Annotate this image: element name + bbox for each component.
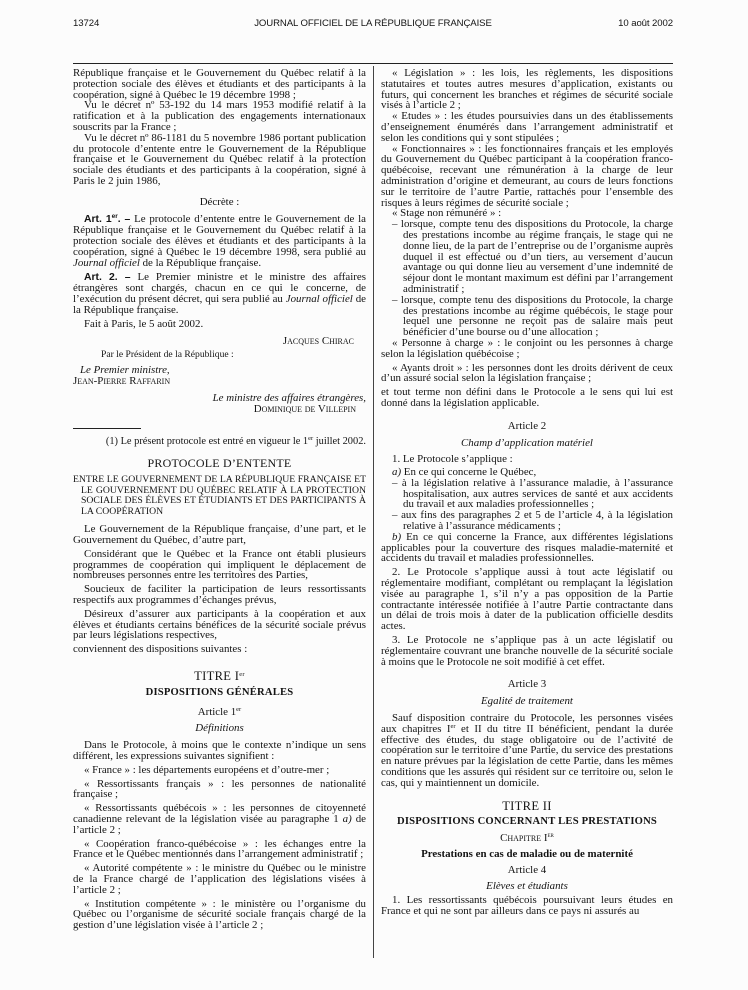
definition-etudes: « Etudes » : les études poursuivies dans un des établissements d’enseignement énumérés dans l’arrangement administratif et selon les conditions qui y sont stipulées ;: [381, 110, 673, 144]
titre-1-name: DISPOSITIONS GÉNÉRALES: [145, 686, 294, 698]
footnote-rule: [73, 428, 141, 429]
definition-personne-a-charge: « Personne à charge » : le conjoint ou les personnes à charge selon la législation québécoise ;: [381, 336, 673, 360]
definition-legislation: « Législation » : les lois, les règlements, les dispositions statutaires et toutes autres mesures d’application, existants ou futurs, qui concernent les branches et régimes de sécurité sociale visés à l’article 2 ;: [381, 67, 673, 112]
footnote: (1) Le présent protocole est entré en vigueur le 1er juillet 2002.: [105, 435, 366, 448]
article-2-a-item-1: – à la législation relative à l’assurance maladie, à l’assurance hospitalisation, aux autres services de santé et aux accidents du travail et aux maladies professionnelles ;: [392, 476, 673, 511]
article-1-decree: Art. 1er. – Le protocole d’entente entre le Gouvernement de la République française et le Gouvernement du Québec relatif à la protection sociale des élèves et étudiants et des participants à la coopération, signé à Québec le 19 décembre 1998, sera publié au Journal officiel de la République française.: [73, 212, 366, 269]
ministre-ae-title: Le ministre des affaires étrangères,: [212, 391, 366, 404]
paragraph-vu-2: Vu le décret nº 86-1181 du 5 novembre 1986 portant publication du protocole d’entente entre le Gouvernement de la République française et le Gouvernement du Québec relatif à la protection sociale des étudiants et des participants à la coopération, signé à Paris le 2 juin 1986,: [73, 131, 366, 187]
preamble-2: Considérant que le Québec et la France ont établi plusieurs programmes de coopération qui impliquent le déplacement de nombreuses personnes entre les territoires des Parties,: [73, 547, 366, 582]
definitions-intro: Dans le Protocole, à moins que le contexte n’indique un sens différent, les expressions suivantes signifient :: [73, 739, 366, 763]
article-2-item-b: b) En ce qui concerne la France, aux différentes législations applicables pour la couverture des risques maladie-maternité et accidents du travail et maladies professionnelles.: [381, 530, 673, 565]
titre-2-heading: TITRE II: [502, 798, 552, 813]
article-2-subtitle: Champ d’application matériel: [461, 436, 593, 449]
signature-president: Jacques Chirac: [282, 334, 354, 347]
definition-ayants-droit: « Ayants droit » : les personnes dont les droits dérivent de ceux d’un assuré social selon la législation française ;: [381, 361, 673, 385]
article-4-heading: Article 4: [507, 863, 547, 876]
par-le-president: Par le Président de la République :: [101, 349, 234, 361]
article-2-a-item-2: – aux fins des paragraphes 2 et 5 de l’article 4, à la législation relative à l’assurance médicaments ;: [392, 509, 673, 533]
definition-autorite-competente: « Autorité compétente » : le ministre du Québec ou le ministre de la France chargé de l’application des législations visées à l’article 2 ;: [73, 862, 366, 896]
article-2-para-2: 2. Le Protocole s’applique aussi à tout acte législatif ou réglementaire modifiant, complétant ou remplaçant la législation visée au paragraphe 1, s’il n’y a pas opposition de la Partie contractante intéressée notifiée à l’autre Partie contractante dans un délai de trois mois à dater de la publication officielle desdits actes.: [381, 566, 673, 633]
article-1-heading: Article 1er: [197, 705, 242, 718]
column-divider: [373, 66, 374, 958]
header-rule: [73, 63, 673, 64]
protocole-title: PROTOCOLE D’ENTENTE: [147, 456, 292, 471]
article-3-text: Sauf disposition contraire du Protocole, les personnes visées aux chapitres Ier et II du titre II bénéficient, pendant la durée effective des études, du stage obligatoire ou de l’activité de coopération sur le territoire d’une Partie, du service des prestations en nature prévues par la législation de cette Partie, dans les mêmes conditions que les assurés qui résident sur ce territoire ou, selon le cas, qui y maintiennent un domicile.: [381, 712, 673, 789]
issue-date: 10 août 2002: [618, 18, 673, 29]
preamble-3: Soucieux de faciliter la participation de leurs ressortissants respectifs aux programmes d’échanges prévus,: [73, 583, 366, 607]
journal-title: JOURNAL OFFICIEL DE LA RÉPUBLIQUE FRANÇAISE: [254, 18, 492, 29]
left-column: [73, 68, 366, 931]
preamble-4: Désireux d’assurer aux participants à la coopération et aux élèves et étudiants certains bénéfices de la sécurité sociale prévus par leurs législations respectives,: [73, 607, 366, 642]
paragraph: République française et le Gouvernement du Québec relatif à la protection sociale des élèves et étudiants et des participants à la coopération, signé à Québec le 19 décembre 1998 ;: [73, 67, 366, 101]
preamble-5: conviennent des dispositions suivantes :: [73, 643, 248, 656]
definition-fonctionnaires: « Fonctionnaires » : les fonctionnaires français et les employés du Gouvernement du Québec participant à la coopération franco-québécoise, recevant une rémunération à la charge de leur administration d’origine et demeurant, au cours de leurs fonctions sur le territoire de l’autre Partie, rattachés pour l’ensemble des risques à leurs régimes de sécurité sociale ;: [381, 142, 673, 209]
stage-item-1: – lorsque, compte tenu des dispositions du Protocole, la charge des prestations incombe au régime français, le stage qui ne donne lieu, de la part de l’entreprise ou de l’organisme auprès duquel il est effectué ou d’un tiers, au versement d’aucun avantage ou qui donne lieu au versement d’une indemnité de séjour dont le montant maximum est défini par l’arrangement administratif ;: [392, 218, 673, 295]
article-2-para-1: 1. Le Protocole s’applique :: [392, 453, 513, 466]
page-number: 13724: [73, 18, 100, 29]
premier-ministre-title: Le Premier ministre,: [80, 364, 170, 377]
definition-france: « France » : les départements européens et d’outre-mer ;: [84, 763, 330, 776]
definition-tout-terme: et tout terme non défini dans le Protocole a le sens qui lui est donné dans la législation applicable.: [381, 386, 673, 409]
definition-institution-competente: « Institution compétente » : le ministère ou l’organisme du Québec ou l’organisme de sécurité sociale français chargé de la gestion d’une législation visée à l’article 2 ;: [73, 897, 366, 932]
paragraph-vu-1: Vu le décret nº 53-192 du 14 mars 1953 modifié relatif à la ratification et à la publication des engagements internationaux souscrits par la France ;: [73, 99, 366, 133]
signing-place-date: Fait à Paris, le 5 août 2002.: [84, 317, 204, 330]
article-3-subtitle: Egalité de traitement: [481, 695, 573, 708]
definition-cooperation: « Coopération franco-québécoise » : les échanges entre la France et le Québec mentionnés dans l’arrangement administratif ;: [73, 837, 366, 861]
article-2-heading: Article 2: [507, 419, 547, 432]
chapitre-1-heading: Chapitre Ier: [500, 832, 554, 845]
article-2-item-a: a) En ce qui concerne le Québec,: [392, 466, 537, 479]
article-3-heading: Article 3: [507, 678, 547, 691]
chapitre-1-name: Prestations en cas de maladie ou de maternité: [421, 848, 633, 860]
definition-ressortissants-francais: « Ressortissants français » : les personnes de nationalité française ;: [73, 777, 366, 801]
article-label: Art. 2. –: [84, 271, 131, 283]
right-column: [381, 68, 673, 917]
titre-2-name: DISPOSITIONS CONCERNANT LES PRESTATIONS: [396, 816, 658, 828]
definition-ressortissants-quebecois: « Ressortissants québécois » : les personnes de citoyenneté canadienne relevant de la législation visée au paragraphe 1 a) de l’article 2 ;: [73, 802, 366, 836]
titre-1-heading: TITRE Ier: [194, 669, 245, 684]
article-1-subtitle: Définitions: [195, 722, 244, 735]
article-2-para-3: 3. Le Protocole ne s’applique pas à un acte législatif ou réglementaire couvrant une branche nouvelle de la sécurité sociale à moins que le Protocole ne soit modifié à cet effet.: [381, 634, 673, 668]
decrete-heading: Décrète :: [199, 195, 240, 208]
article-4-para-1: 1. Les ressortissants québécois poursuivant leurs études en France et qui ne sont par ailleurs dans ce pays ni assurés au: [381, 894, 673, 918]
article-2-decree: Art. 2. – Le Premier ministre et le ministre des affaires étrangères sont chargés, chacun en ce qui le concerne, de l’exécution du présent décret, qui sera publié au Journal officiel de la République française.: [73, 270, 366, 316]
page-header: [73, 18, 673, 32]
ministre-ae-name: Dominique de Villepin: [253, 402, 356, 415]
protocole-subtitle: ENTRE LE GOUVERNEMENT DE LA RÉPUBLIQUE FRANÇAISE ET LE GOUVERNEMENT DU QUÉBEC RELATIF À LA PROTECTION SOCIALE DES ÉLÈVES ET ÉTUDIANTS ET DES PARTICIPANTS À LA COOPÉRATION: [73, 473, 366, 517]
preamble-1: Le Gouvernement de la République française, d’une part, et le Gouvernement du Québec, d’autre part,: [73, 523, 366, 547]
article-4-subtitle: Elèves et étudiants: [486, 879, 568, 892]
definition-stage: « Stage non rémunéré » :: [392, 207, 502, 220]
article-label: Art. 1er. –: [84, 212, 131, 225]
premier-ministre-name: Jean-Pierre Raffarin: [73, 374, 171, 387]
stage-item-2: – lorsque, compte tenu des dispositions du Protocole, la charge des prestations incombe au régime québécois, le stage pour lequel une personne ne reçoit pas de salaire mais peut bénéficier d’une bourse ou d’une allocation ;: [392, 293, 673, 339]
